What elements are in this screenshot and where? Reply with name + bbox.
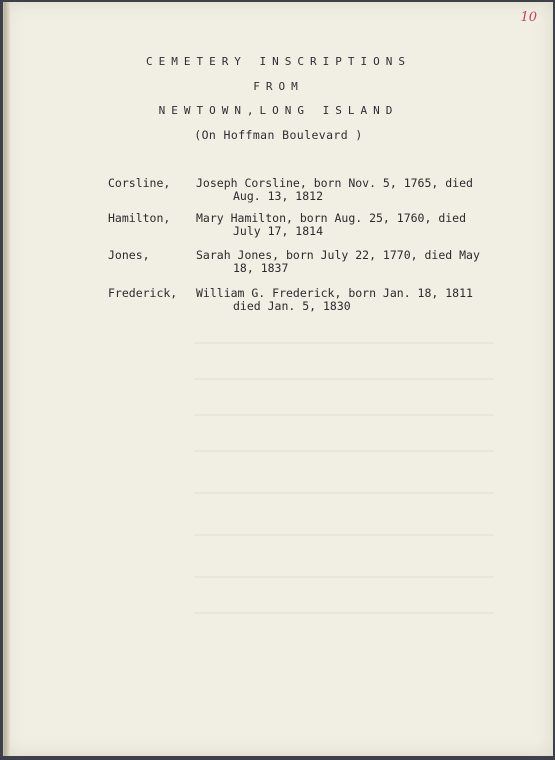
bleed-through-mark: [194, 492, 494, 494]
entry-detail: [196, 212, 506, 238]
page-number: 10: [520, 10, 537, 25]
bleed-through-mark: [194, 342, 494, 344]
bleed-through-mark: [194, 378, 494, 380]
bleed-through-mark: [194, 414, 494, 416]
document-page: [3, 2, 553, 756]
entry-surname: Hamilton,: [108, 211, 171, 225]
entry-detail-line: Mary Hamilton, born Aug. 25, 1760, died: [196, 211, 467, 225]
title-subtitle: (On Hoffman Boulevard ): [194, 128, 363, 142]
entry-detail-continuation: July 17, 1814: [233, 224, 324, 238]
bleed-through-mark: [194, 534, 494, 536]
entry-detail-continuation: Aug. 13, 1812: [233, 189, 324, 203]
entry-detail: [196, 287, 506, 313]
entry-detail-line: Sarah Jones, born July 22, 1770, died May: [196, 248, 480, 262]
bleed-through-mark: [194, 612, 494, 614]
entry-detail-continuation: 18, 1837: [233, 261, 289, 275]
entry-detail-continuation: died Jan. 5, 1830: [233, 299, 351, 313]
entry-surname: Jones,: [108, 248, 150, 262]
entry-detail-line: William G. Frederick, born Jan. 18, 1811: [196, 286, 473, 300]
entry-detail: [196, 249, 506, 275]
entry-detail-line: Joseph Corsline, born Nov. 5, 1765, died: [196, 176, 473, 190]
bleed-through-mark: [194, 576, 494, 578]
entry-surname: Corsline,: [108, 176, 171, 190]
entry-detail: [196, 177, 506, 203]
title-line-2: FROM: [253, 80, 304, 93]
title-line-3: NEWTOWN,LONG ISLAND: [158, 104, 399, 117]
title-line-1: CEMETERY INSCRIPTIONS: [145, 55, 412, 68]
entry-surname: Frederick,: [108, 286, 178, 300]
bleed-through-mark: [194, 450, 494, 452]
